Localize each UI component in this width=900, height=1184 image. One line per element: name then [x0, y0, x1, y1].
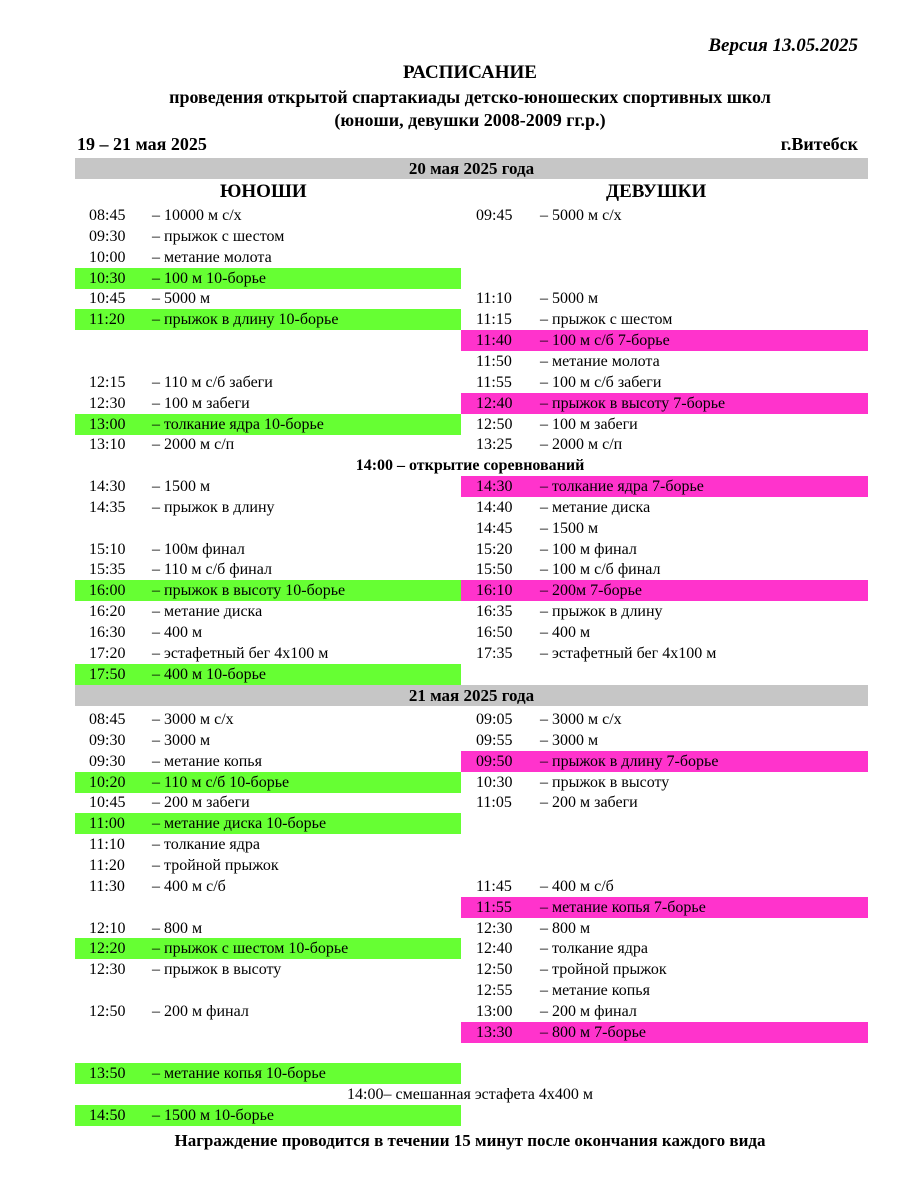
schedule-row	[0, 730, 900, 751]
event-name: – прыжок с шестом	[152, 227, 285, 245]
girls-event	[461, 980, 868, 1001]
boys-event	[75, 751, 461, 772]
boys-event	[75, 288, 461, 309]
girls-event	[461, 1001, 868, 1022]
event-name: – 3000 м с/х	[540, 711, 622, 728]
boys-event	[75, 601, 461, 622]
boys-event	[75, 855, 461, 876]
girls-event	[461, 330, 868, 351]
event-name: – 200м 7-борье	[540, 582, 642, 600]
event-name: – метание диска 10-борье	[152, 815, 327, 833]
schedule-row	[0, 580, 900, 601]
event-name: – 200 м финал	[540, 1002, 637, 1020]
schedule-row	[0, 205, 900, 226]
boys-event	[75, 792, 461, 813]
event-name: – эстафетный бег 4х100 м	[540, 644, 717, 662]
event-time: 12:15	[89, 373, 126, 391]
event-name: – прыжок в длину 10-борье	[152, 311, 339, 329]
schedule-row	[0, 539, 900, 560]
boys-event	[75, 247, 461, 268]
boys-event	[75, 309, 461, 330]
event-name: – 100 м с/б финал	[540, 561, 661, 579]
boys-event	[75, 414, 461, 435]
event-time: 09:50	[476, 752, 513, 770]
version-label: Версия 13.05.2025	[708, 35, 858, 56]
event-name: – 800 м 7-борье	[540, 1023, 646, 1041]
boys-event	[75, 643, 461, 664]
girls-event	[461, 1022, 868, 1043]
event-name: – 5000 м	[540, 290, 599, 308]
event-city: г.Витебск	[780, 134, 858, 154]
event-time: 14:40	[476, 498, 513, 516]
girls-event	[461, 772, 868, 793]
event-time: 10:30	[89, 269, 126, 287]
boys-event	[75, 730, 461, 751]
schedule-row	[0, 497, 900, 518]
event-name: – 200 м финал	[152, 1002, 249, 1020]
event-name: – тройной прыжок	[540, 961, 667, 979]
event-time: 08:45	[89, 711, 126, 728]
event-time: 10:30	[476, 773, 513, 791]
schedule-row	[0, 1043, 900, 1064]
girls-event	[461, 580, 868, 601]
event-name: – 400 м 10-борье	[152, 665, 266, 683]
event-time: 12:10	[89, 919, 126, 937]
event-name: – толкание ядра	[540, 940, 649, 958]
event-time: 16:50	[476, 624, 513, 641]
event-name: – 800 м	[540, 919, 591, 937]
page-subtitle: проведения открытой спартакиады детско-юношеских спортивных школ	[169, 87, 771, 107]
schedule-row	[0, 434, 900, 455]
schedule-row	[0, 226, 900, 247]
event-time: 10:45	[89, 794, 126, 812]
event-name: – 100 м финал	[540, 540, 637, 558]
event-name: – 400 м с/б	[152, 877, 226, 895]
boys-event	[75, 918, 461, 939]
boys-event	[75, 709, 461, 730]
schedule-row	[0, 959, 900, 980]
event-name: – 110 м с/б финал	[152, 561, 272, 579]
event-name: – 2000 м с/п	[540, 436, 623, 454]
schedule-row	[0, 288, 900, 309]
schedule-row	[0, 918, 900, 939]
schedule-row	[0, 938, 900, 959]
event-time: 10:20	[89, 773, 126, 791]
boys-event	[75, 772, 461, 793]
boys-event	[75, 372, 461, 393]
event-time: 14:30	[89, 478, 126, 496]
event-time: 11:55	[476, 898, 512, 916]
schedule-row	[0, 709, 900, 730]
schedule-row	[0, 664, 900, 685]
boys-event	[75, 813, 461, 834]
event-name: – прыжок в высоту 10-борье	[152, 582, 346, 600]
event-time: 11:45	[476, 877, 512, 895]
boys-event	[75, 959, 461, 980]
event-time: 12:50	[476, 415, 513, 433]
day2-header: 21 мая 2025 года	[75, 685, 868, 706]
schedule-row	[0, 792, 900, 813]
event-name: – метание диска	[152, 603, 263, 621]
event-time: 17:50	[89, 665, 126, 683]
event-time: 11:40	[476, 332, 512, 350]
event-name: – метание молота	[540, 352, 660, 370]
schedule-row	[0, 268, 900, 289]
girls-event	[461, 897, 868, 918]
girls-event	[461, 559, 868, 580]
event-time: 12:30	[89, 961, 126, 979]
event-time: 17:20	[89, 644, 126, 662]
day1-header: 20 мая 2025 года	[75, 158, 868, 179]
girls-event	[461, 497, 868, 518]
event-time: 16:30	[89, 624, 126, 641]
event-name: – толкание ядра	[152, 836, 261, 854]
girls-event	[461, 351, 868, 372]
event-time: 12:50	[89, 1002, 126, 1020]
event-time: 14:50	[89, 1107, 126, 1125]
schedule-row	[0, 601, 900, 622]
boys-event	[75, 664, 461, 685]
event-name: – 100 м забеги	[540, 415, 638, 433]
event-time: 15:20	[476, 540, 513, 558]
boys-event	[75, 476, 461, 497]
girls-event	[461, 414, 868, 435]
boys-event	[75, 834, 461, 855]
mixed-relay-note: 14:00– смешанная эстафета 4х400 м	[347, 1086, 593, 1104]
event-name: – прыжок с шестом 10-борье	[152, 940, 349, 958]
event-dates: 19 – 21 мая 2025	[77, 134, 207, 154]
schedule-row	[0, 1022, 900, 1043]
girls-event	[461, 643, 868, 664]
event-name: – 200 м забеги	[540, 794, 638, 812]
event-time: 09:30	[89, 731, 126, 749]
awards-note: Награждение проводится в течении 15 минут после окончания каждого вида	[174, 1131, 766, 1150]
event-name: – 3000 м	[152, 731, 211, 749]
event-name: – прыжок в длину 7-борье	[540, 752, 719, 770]
event-name: – 100 м с/б 7-борье	[540, 332, 670, 350]
boys-column-header: ЮНОШИ	[220, 181, 307, 202]
boys-event	[75, 539, 461, 560]
schedule-row	[0, 643, 900, 664]
event-time: 10:45	[89, 290, 126, 308]
event-time: 15:35	[89, 561, 126, 579]
girls-event	[461, 434, 868, 455]
event-time: 09:45	[476, 207, 513, 224]
boys-event	[75, 497, 461, 518]
girls-column-header: ДЕВУШКИ	[606, 181, 707, 202]
schedule-row	[0, 393, 900, 414]
event-name: – прыжок в длину	[152, 498, 275, 516]
schedule-row	[0, 372, 900, 393]
schedule-row	[0, 834, 900, 855]
event-time: 11:00	[89, 815, 125, 833]
event-name: – прыжок в высоту	[540, 773, 670, 791]
event-time: 13:00	[476, 1002, 513, 1020]
boys-event	[75, 434, 461, 455]
event-name: – метание копья 10-борье	[152, 1065, 326, 1083]
event-name: – 2000 м с/п	[152, 436, 235, 454]
event-time: 13:10	[89, 436, 126, 454]
event-name: – метание копья	[540, 982, 650, 1000]
event-time: 10:00	[89, 248, 126, 266]
event-time: 13:30	[476, 1023, 513, 1041]
girls-event	[461, 393, 868, 414]
boys-event	[75, 226, 461, 247]
boys-event	[75, 1063, 461, 1084]
event-time: 11:30	[89, 877, 125, 895]
event-time: 12:50	[476, 961, 513, 979]
girls-event	[461, 309, 868, 330]
girls-event	[461, 622, 868, 643]
schedule-row	[0, 813, 900, 834]
schedule-row	[0, 351, 900, 372]
event-name: – 400 м	[540, 624, 591, 641]
event-name: – 100 м с/б забеги	[540, 373, 662, 391]
boys-event	[75, 876, 461, 897]
event-time: 13:50	[89, 1065, 126, 1083]
event-time: 11:15	[476, 311, 512, 329]
event-time: 11:05	[476, 794, 512, 812]
event-name: – 110 м с/б забеги	[152, 373, 273, 391]
event-time: 12:40	[476, 940, 513, 958]
event-time: 13:25	[476, 436, 513, 454]
event-time: 16:20	[89, 603, 126, 621]
schedule-row	[0, 309, 900, 330]
girls-event	[461, 876, 868, 897]
boys-event	[75, 622, 461, 643]
boys-event	[75, 393, 461, 414]
boys-event	[75, 1001, 461, 1022]
schedule-row	[0, 1001, 900, 1022]
event-time: 11:50	[476, 352, 512, 370]
event-time: 15:50	[476, 561, 513, 579]
event-name: – прыжок в длину	[540, 603, 663, 621]
girls-event	[461, 918, 868, 939]
page-title: РАСПИСАНИЕ	[403, 62, 537, 83]
event-name: – прыжок с шестом	[540, 311, 673, 329]
event-name: – метание копья 7-борье	[540, 898, 706, 916]
event-time: 16:35	[476, 603, 513, 621]
event-time: 14:45	[476, 519, 513, 537]
schedule-row	[0, 247, 900, 268]
event-time: 09:30	[89, 227, 126, 245]
event-name: – эстафетный бег 4х100 м	[152, 644, 329, 662]
event-time: 08:45	[89, 207, 126, 224]
event-name: – 800 м	[152, 919, 203, 937]
event-time: 15:10	[89, 540, 126, 558]
schedule-row	[0, 1084, 900, 1105]
event-time: 16:10	[476, 582, 513, 600]
event-time: 11:55	[476, 373, 512, 391]
girls-event	[461, 539, 868, 560]
event-time: 12:20	[89, 940, 126, 958]
event-time: 12:30	[89, 394, 126, 412]
boys-event	[75, 268, 461, 289]
schedule-row	[0, 876, 900, 897]
event-time: 16:00	[89, 582, 126, 600]
event-name: – 3000 м	[540, 731, 599, 749]
girls-event	[461, 959, 868, 980]
event-name: – 100 м 10-борье	[152, 269, 266, 287]
girls-event	[461, 730, 868, 751]
event-name: – 100м финал	[152, 540, 245, 558]
boys-event	[75, 580, 461, 601]
event-name: – 200 м забеги	[152, 794, 250, 812]
girls-event	[461, 709, 868, 730]
event-name: – прыжок в высоту 7-борье	[540, 394, 726, 412]
event-name: – 100 м забеги	[152, 394, 250, 412]
girls-event	[461, 476, 868, 497]
girls-event	[461, 601, 868, 622]
opening-ceremony-note: 14:00 – открытие соревнований	[355, 457, 585, 475]
schedule-row	[0, 1105, 900, 1126]
schedule-row	[0, 980, 900, 1001]
event-time: 12:30	[476, 919, 513, 937]
event-name: – 400 м	[152, 624, 203, 641]
event-time: 09:30	[89, 752, 126, 770]
event-name: – 1500 м 10-борье	[152, 1107, 274, 1125]
girls-event	[461, 372, 868, 393]
boys-event	[75, 938, 461, 959]
event-name: – метание диска	[540, 498, 651, 516]
girls-event	[461, 288, 868, 309]
girls-event	[461, 518, 868, 539]
boys-event	[75, 1105, 461, 1126]
event-time: 13:00	[89, 415, 126, 433]
schedule-row	[0, 855, 900, 876]
event-name: – 1500 м	[540, 519, 599, 537]
event-time: 11:20	[89, 856, 125, 874]
event-name: – толкание ядра 7-борье	[540, 478, 704, 496]
event-name: – 10000 м с/х	[152, 207, 242, 224]
schedule-row	[0, 751, 900, 772]
event-name: – метание копья	[152, 752, 262, 770]
schedule-row	[0, 414, 900, 435]
event-name: – 3000 м с/х	[152, 711, 234, 728]
event-name: – толкание ядра 10-борье	[152, 415, 324, 433]
event-time: 17:35	[476, 644, 513, 662]
event-time: 11:10	[476, 290, 512, 308]
schedule-row	[0, 476, 900, 497]
event-time: 09:55	[476, 731, 513, 749]
event-name: – 110 м с/б 10-борье	[152, 773, 290, 791]
boys-event	[75, 559, 461, 580]
event-name: – 5000 м	[152, 290, 211, 308]
event-name: – 1500 м	[152, 478, 211, 496]
schedule-row	[0, 897, 900, 918]
schedule-row	[0, 559, 900, 580]
schedule-row	[0, 1063, 900, 1084]
girls-event	[461, 205, 868, 226]
girls-event	[461, 938, 868, 959]
schedule-row	[0, 622, 900, 643]
schedule-row	[0, 330, 900, 351]
schedule-row	[0, 518, 900, 539]
age-group-subtitle: (юноши, девушки 2008-2009 гг.р.)	[334, 110, 606, 130]
schedule-row	[0, 455, 900, 476]
event-name: – прыжок в высоту	[152, 961, 282, 979]
girls-event	[461, 792, 868, 813]
event-time: 09:05	[476, 711, 513, 728]
boys-event	[75, 205, 461, 226]
event-time: 12:55	[476, 982, 513, 1000]
event-time: 14:35	[89, 498, 126, 516]
event-name: – метание молота	[152, 248, 272, 266]
event-name: – 5000 м с/х	[540, 207, 622, 224]
event-time: 12:40	[476, 394, 513, 412]
schedule-row	[0, 772, 900, 793]
event-name: – 400 м с/б	[540, 877, 614, 895]
girls-event	[461, 751, 868, 772]
event-time: 14:30	[476, 478, 513, 496]
event-time: 11:20	[89, 311, 125, 329]
event-time: 11:10	[89, 836, 125, 854]
event-name: – тройной прыжок	[152, 856, 279, 874]
